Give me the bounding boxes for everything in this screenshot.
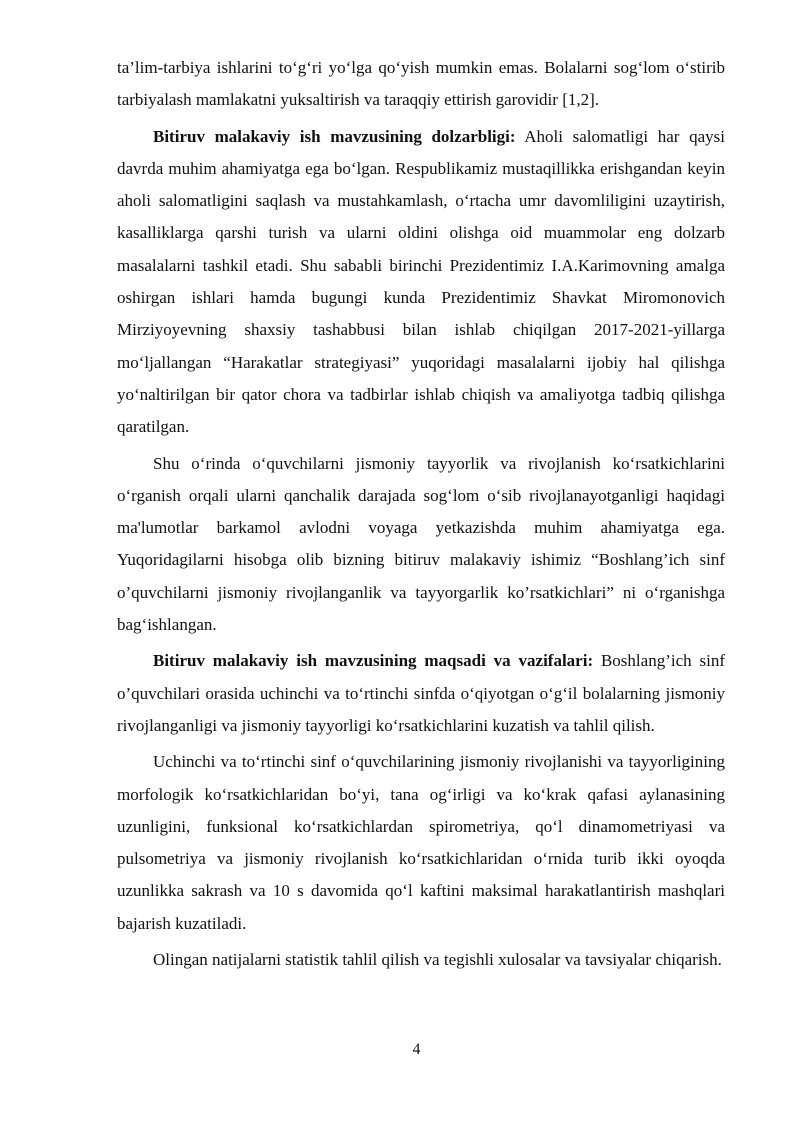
paragraph-text: Olingan natijalarni statistik tahlil qilish va tegishli xulosalar va tavsiyalar chiqarish. [153,950,722,970]
paragraph-continuation [117,52,725,117]
paragraph-relevance [117,121,725,444]
body-text [117,52,725,980]
paragraph-study-subject [117,448,725,642]
paragraph-text: Boshlang’ich sinf o’quvchilari orasida uchinchi va to‘rtinchi sinfda o‘qiyotgan o‘g‘il bolalarning jismoniy rivojlanganligi va jismoniy tayyorligi ko‘rsatkichlarini kuzatish va tahlil qilish. [117,651,725,735]
paragraph-heading: Bitiruv malakaviy ish mavzusining dolzarbligi: [153,126,516,146]
paragraph-aims [117,645,725,742]
paragraph-heading: Bitiruv malakaviy ish mavzusining maqsadi va vazifalari: [153,651,594,671]
paragraph-text: ta’lim-tarbiya ishlarini to‘g‘ri yo‘lga qo‘yish mumkin emas. Bolalarni sog‘lom o‘stirib tarbiyalash mamlakatni yuksaltirish va taraqqiy ettirish garovidir [1,2]. [117,58,725,110]
page-number: 4 [412,1041,421,1058]
paragraph-text: Uchinchi va to‘rtinchi sinf o‘quvchilarining jismoniy rivojlanishi va tayyorligining morfologik ko‘rsatkichlaridan bo‘yi, tana og‘irligi va ko‘krak qafasi aylanasining uzunligini, funksional ko‘rsatkichlardan spirometriya, qo‘l dinamometriyasi va pulsometriya va jismoniy rivojlanish ko‘rsatkichlaridan o‘rnida turib ikki oyoqda uzunlikka sakrash va 10 s davomida qo‘l kaftini maksimal harakatlantirish mashqlari bajarish kuzatiladi. [117,752,725,933]
paragraph-text: Shu o‘rinda o‘quvchilarni jismoniy tayyorlik va rivojlanish ko‘rsatkichlarini o‘rganish orqali ularni qanchalik darajada sog‘lom o‘sib rivojlanayotganligi haqidagi ma'lumotlar barkamol avlodni voyaga yetkazishda muhim ahamiyatga ega. Yuqoridagilarni hisobga olib bizning bitiruv malakaviy ishimiz “Boshlang’ich sinf o’quvchilarni jismoniy rivojlanganlik va tayyorgarlik ko’rsatkichlari” ni o‘rganishga bag‘ishlangan. [117,453,725,635]
paragraph-conclusion [117,944,725,976]
paragraph-text: Aholi salomatligi har qaysi davrda muhim ahamiyatga ega bo‘lgan. Respublikamiz mustaqillikka erishgandan keyin aholi salomatligini saqlash va mustahkamlash, o‘rtacha umr davomliligini uzaytirish, kasalliklarga qarshi turish va ularni oldini olishga oid muammolar eng dolzarb masalalarni tashkil etadi. Shu sababli birinchi Prezidentimiz I.A.Karimovning amalga oshirgan ishlari hamda bugungi kunda Prezidentimiz Shavkat Miromonovich Mirziyoyevning shaxsiy tashabbusi bilan ishlab chiqilgan 2017-2021-yillarga mo‘ljallangan “Harakatlar strategiyasi” yuqoridagi masalalarni ijobiy hal qilishga yo‘naltirilgan bir qator chora va tadbirlar ishlab chiqish va amaliyotga tadbiq qilishga qaratilgan. [117,126,725,437]
paragraph-indicators [117,746,725,940]
